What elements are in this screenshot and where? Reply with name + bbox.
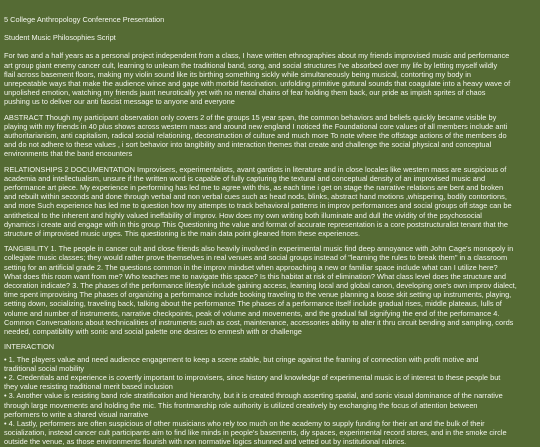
list-item: [4, 355, 536, 373]
text-line: environments that the band encounters: [4, 149, 133, 159]
text-line: antithetical to the inherent and highly valued ineffability of improv. How does my own writing both illuminate and dull the vividity of the psychosocial: [4, 210, 482, 220]
text-line: authoritarianism, anti capitalism, radical social relationing, deconstruction of culture and much more To note where the offstage actions of the members do: [4, 131, 507, 141]
text-line: unpolished emotion, watching my friends jaunt neurotically yet with no mental chains of fear holding them back, our pride as impish sprites of chaos: [4, 88, 486, 98]
text-line: dynamics i create and engage with in this group This Questioning the value and format of accurate representation is a core poststructuralist tenant that the: [4, 219, 508, 229]
text-line: performance art piece. My experience in performing has led me to agree with this, as each time i get on stage the narrative relations are bent and broken: [4, 183, 504, 193]
relationships-paragraph: [4, 165, 536, 239]
text-line: For two and a half years as a personal project independent from a class, I have written ethnographies about my friends improvised music and performance: [4, 51, 510, 61]
text-line: outside the venue, as those environments flourish with non normative logics shunned and vetted out by institutional rubrics.: [4, 437, 407, 447]
text-line: and rebuilt within seconds and done through verbal and non verbal cues such as head nods, blinks, abstract hand motions ,whispering, bodily contortions,: [4, 192, 507, 202]
text-line: setting down, socializing, traveling back, talking about the performance The phases of a performance itself include gradual rises, middle plateaus, lulls of: [4, 299, 502, 309]
text-line: they value resisting traditional merit based inclusion: [4, 382, 173, 392]
page-title: 5 College Anthropology Conference Presentation: [4, 15, 165, 24]
list-item: [4, 391, 536, 419]
text-line: unrepeatable ways that make the audience wince and gape with morbid fascination. unfolding primitive guttural sounds that coagulate into a heavy wave of: [4, 79, 511, 89]
text-line: and do not adhere to these values , i sort behavior into tangibility and interaction themes that create and challenge the social physical and conceptual: [4, 140, 492, 150]
text-line: • 4. Lastly, performers are often suspicious of other musicians who rely too much on the academy to supply funding for their art and the bulk of their: [4, 418, 485, 428]
text-line: academia and intellectualism, unsure if the written word is capable of fully capturing the textural and conceptual density of an improvised music and: [4, 173, 486, 183]
text-line: RELATIONSHIPS 2 DOCUMENTATION Improvisers, experimentalists, avant gardists in literature and in close locales like western mass are suspicious of: [4, 164, 507, 174]
interaction-heading: INTERACTION: [4, 342, 55, 352]
intro-paragraph: [4, 51, 536, 106]
text-line: traditional social mobility: [4, 363, 85, 373]
text-line: setting for an artificial grade 2. The questions common in the improv mindset when approaching a new or familiar space include what can I utilize here?: [4, 262, 498, 272]
text-line: playing with my friends in 40 plus shows across western mass and around new england I noticed the Foundational core values of all members include anti: [4, 121, 508, 131]
text-line: structure of improvised music urges. This questioning is the main data point gleaned from these experiences.: [4, 229, 361, 239]
list-item: [4, 373, 536, 391]
text-line: decoration indicate? 3. The phases of the performance lifestyle include gaining access, learning local and global canon, developing one's own improv dialect,: [4, 281, 517, 291]
text-line: pushing us to deliver our anti fascist message to anyone and everyone: [4, 97, 235, 107]
tangibility-paragraph: [4, 244, 536, 336]
interaction-list: [4, 355, 536, 447]
text-line: TANGIBILITY 1. The people in cancer cult and close friends also heavily involved in experimental music find deep annoyance with John Cage's monopoly in: [4, 244, 514, 254]
abstract-paragraph: [4, 113, 536, 159]
text-line: art group giant enemy cancer cult, learning to unlearn the traditional band, song, and social structures I've absorbed over my life by letting myself wildly: [4, 60, 498, 70]
text-line: through large movements and holding the mic. This frontmanship role authority is utilized creatively by exchanging the focus of attention between: [4, 400, 478, 410]
text-line: • 1. The players value and need audience engagement to keep a scene stable, but cringe against the framing of connection with profit motive and: [4, 354, 479, 364]
text-line: performers to write a shared visual narrative: [4, 409, 149, 419]
text-line: collegiate music classes; they would rather prove themselves in real venues and social groups instead of "learning the rules to break them" in a classroom: [4, 253, 508, 263]
text-line: • 3. Another value is resisting band role stratification and hierarchy, but it is created through asserting spatial, and sonic visual dominance of the narrative: [4, 391, 503, 401]
text-line: ABSTRACT Though my participant observation only covers 2 of the groups 15 year span, the common behaviors and beliefs quickly became visible by: [4, 112, 497, 122]
text-line: • 2. Credentials and experience is covertly important to improvisers, since history and knowledge of experimental music is of interest to these people but: [4, 372, 501, 382]
text-line: needed, compatibility with sonic and social palette one desires to enmesh with or challenge: [4, 327, 302, 337]
page-subtitle: Student Music Philosophies Script: [4, 33, 116, 43]
text-line: flail across basement floors, making my violin sound like its birthing something sickly while simultaneously being musical, contorting my body in: [4, 69, 472, 79]
text-line: Common Conversations about technicalities of instruments such as cost, maintenance, accessories ability to alter it thru circuit bending and sampling, cords: [4, 317, 514, 327]
text-line: time spent improvising The phases of organizing a performance include booking traveling to the venue planning a loose skit setting up instruments, playing,: [4, 290, 512, 300]
list-item: [4, 419, 536, 447]
text-line: socialization, instead cancer cult participants aim to find like minds in people's basements, diy spaces, experimental record stores, and in the smoke circle: [4, 428, 507, 438]
text-line: What does this room want from me? Who teaches me to navigate this space? Is this habitat at risk of elimination? What class level does the structure and: [4, 271, 506, 281]
text-line: and more Such experience has led me to question how my attempts to track behavioral patterns in improv performances and social groups off stage can be: [4, 201, 512, 211]
text-line: volume and number of instruments, narrative checkpoints, peak of volume and movements, and the gradual fall signifying the end of the performance 4.: [4, 308, 500, 318]
